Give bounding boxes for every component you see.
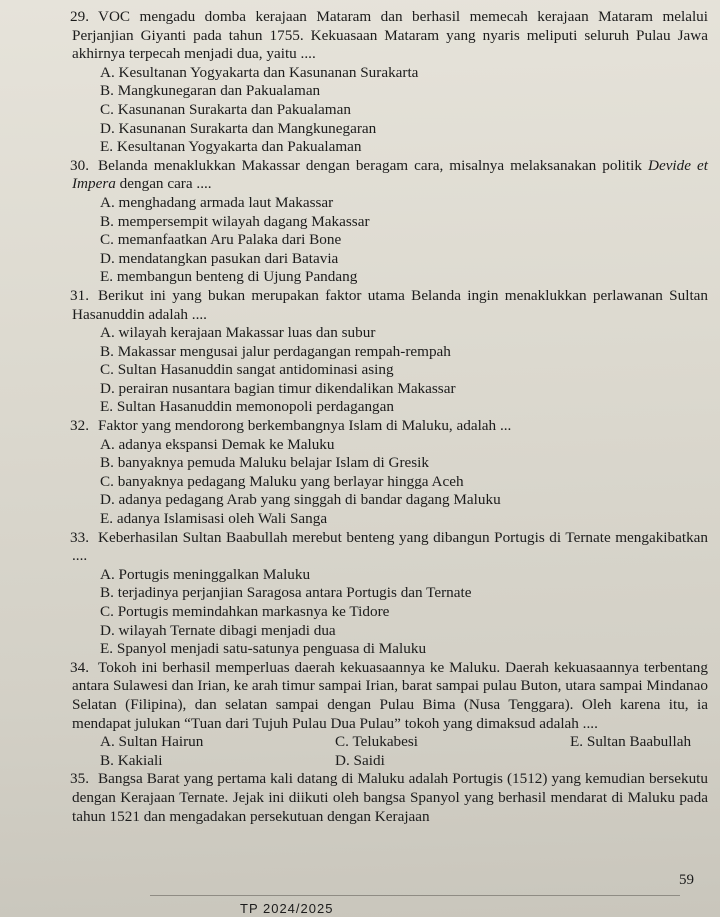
option-b[interactable]: B. mempersempit wilayah dagang Makassar <box>100 212 370 230</box>
footer-divider <box>150 895 680 896</box>
option-a[interactable]: A. Sultan Hairun <box>100 733 204 751</box>
question-32 <box>72 417 708 529</box>
option-e[interactable]: E. Sultan Baabullah <box>570 733 692 751</box>
question-stem <box>72 659 708 733</box>
question-number: 33. <box>70 528 89 546</box>
question-29 <box>72 8 708 157</box>
page-number: 59 <box>679 872 694 888</box>
question-text: Belanda menaklukkan Makassar dengan beragam cara, misalnya melaksanakan politik <box>98 156 648 174</box>
question-number: 29. <box>70 8 89 25</box>
option-e[interactable]: E. Spanyol menjadi satu-satunya penguasa di Maluku <box>100 640 427 658</box>
option-c[interactable]: C. Portugis memindahkan markasnya ke Tidore <box>100 603 390 620</box>
option-b[interactable]: B. Kakiali <box>100 751 163 769</box>
question-text: Faktor yang mendorong berkembangnya Islam di Maluku, adalah ... <box>98 417 512 435</box>
option-d[interactable]: D. wilayah Ternate dibagi menjadi dua <box>100 621 336 639</box>
option-a[interactable]: A. Kesultanan Yogyakarta dan Kasunanan Surakarta <box>100 63 419 81</box>
options-row-2 <box>100 752 708 771</box>
option-c[interactable]: C. Sultan Hasanuddin sangat antidominasi asing <box>100 361 394 379</box>
option-e[interactable]: E. membangun benteng di Ujung Pandang <box>100 268 358 286</box>
option-a[interactable]: A. adanya ekspansi Demak ke Maluku <box>100 435 335 453</box>
question-text: Berikut ini yang bukan merupakan faktor utama Belanda ingin menaklukkan perlawanan Sultan Hasanuddin adalah .... <box>72 286 708 323</box>
question-35 <box>72 770 708 826</box>
question-stem <box>72 8 708 64</box>
question-text: Bangsa Barat yang pertama kali datang di Maluku adalah Portugis (1512) yang kemudian bersekutu dengan Kerajaan Ternate. Jejak ini diikuti oleh bangsa Spanyol yang berhasil mendarat di Maluku pada tahun 1521 dan mengadakan persekutuan dengan Kerajaan <box>72 770 708 825</box>
question-31 <box>72 287 708 417</box>
question-30 <box>72 157 708 287</box>
option-c[interactable]: C. Kasunanan Surakarta dan Pakualaman <box>100 100 351 118</box>
option-d[interactable]: D. Kasunanan Surakarta dan Mangkunegaran <box>100 119 377 137</box>
options-row-1 <box>100 733 708 752</box>
question-list <box>72 8 708 826</box>
footer-year-text: TP 2024/2025 <box>240 901 334 916</box>
option-d[interactable]: D. perairan nusantara bagian timur dikendalikan Makassar <box>100 379 456 397</box>
question-text: Keberhasilan Sultan Baabullah merebut benteng yang dibangun Portugis di Ternate mengakibatkan .... <box>72 528 708 565</box>
option-e[interactable]: E. Sultan Hasanuddin memonopoli perdagangan <box>100 398 394 416</box>
question-text-italic: Devide et Impera <box>72 156 709 193</box>
option-b[interactable]: B. Mangkunegaran dan Pakualaman <box>100 82 321 100</box>
question-number: 30. <box>70 156 89 174</box>
question-stem <box>72 157 708 194</box>
option-e[interactable]: E. adanya Islamisasi oleh Wali Sanga <box>100 510 328 528</box>
question-number: 35. <box>70 770 89 788</box>
question-stem <box>72 529 708 566</box>
option-d[interactable]: D. adanya pedagang Arab yang singgah di bandar dagang Maluku <box>100 491 501 509</box>
option-b[interactable]: B. Makassar mengusai jalur perdagangan rempah-rempah <box>100 342 451 360</box>
question-number: 34. <box>70 658 89 676</box>
question-text: Tokoh ini berhasil memperluas daerah kekuasaannya ke Maluku. Daerah kekuasaannya terbentang antara Sulawesi dan Irian, ke arah timur sampai Irian, barat sampai pulau Buton, utara sampai Mindanao Selatan (Filipina), dan selatan sampai dengan Pulau Bima (Nusa Tenggara). Oleh karena itu, ia mendapat julukan “Tuan dari Tujuh Pulau Dua Pulau” tokoh yang dimaksud adalah .... <box>72 658 708 732</box>
option-d[interactable]: D. Saidi <box>335 751 385 769</box>
question-stem <box>72 417 708 436</box>
question-stem <box>72 770 708 826</box>
option-d[interactable]: D. mendatangkan pasukan dari Batavia <box>100 249 339 267</box>
question-33 <box>72 529 708 659</box>
question-text: VOC mengadu domba kerajaan Mataram dan berhasil memecah kerajaan Mataram melalui Perjanjian Giyanti pada tahun 1755. Kekuasaan Mataram yang nyaris meliputi seluruh Pulau Jawa akhirnya terpecah menjadi dua, yaitu .... <box>72 8 708 63</box>
question-number: 32. <box>70 417 89 435</box>
option-b[interactable]: B. banyaknya pemuda Maluku belajar Islam di Gresik <box>100 454 429 472</box>
option-b[interactable]: B. terjadinya perjanjian Saragosa antara Portugis dan Ternate <box>100 584 472 602</box>
question-stem <box>72 287 708 324</box>
option-c[interactable]: C. banyaknya pedagang Maluku yang berlayar hingga Aceh <box>100 472 464 490</box>
question-number: 31. <box>70 286 89 304</box>
question-text-end: dengan cara .... <box>115 175 212 193</box>
option-c[interactable]: C. memanfaatkan Aru Palaka dari Bone <box>100 231 342 249</box>
option-c[interactable]: C. Telukabesi <box>335 733 419 751</box>
option-a[interactable]: A. Portugis meninggalkan Maluku <box>100 565 311 583</box>
option-e[interactable]: E. Kesultanan Yogyakarta dan Pakualaman <box>100 138 362 156</box>
question-34 <box>72 659 708 771</box>
option-a[interactable]: A. wilayah kerajaan Makassar luas dan subur <box>100 324 376 342</box>
option-a[interactable]: A. menghadang armada laut Makassar <box>100 193 334 211</box>
